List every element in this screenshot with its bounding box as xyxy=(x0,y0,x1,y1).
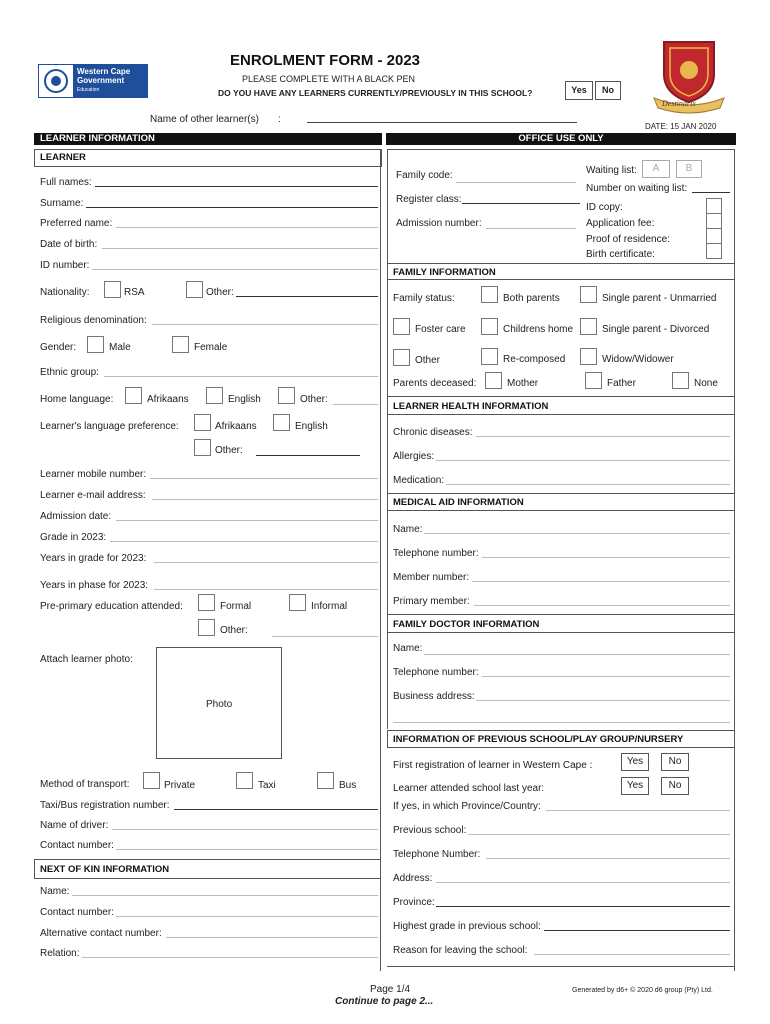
attended-no[interactable]: No xyxy=(661,777,689,795)
doctor-name-field[interactable] xyxy=(424,654,730,655)
photo-placeholder: Photo xyxy=(206,699,233,710)
photo-label: Attach learner photo: xyxy=(40,654,133,665)
preprimary-other-checkbox[interactable] xyxy=(198,619,215,636)
preprimary-label: Pre-primary education attended: xyxy=(40,601,183,612)
pref-other-label: Other: xyxy=(215,445,243,456)
status-other-checkbox[interactable] xyxy=(393,349,410,366)
home-lang-afrikaans-checkbox[interactable] xyxy=(125,387,142,404)
dob-label: Date of birth: xyxy=(40,239,98,250)
other-learners-field[interactable] xyxy=(307,122,577,123)
highest-grade-field[interactable] xyxy=(544,930,730,931)
family-code-label: Family code: xyxy=(396,170,453,181)
doctor-heading-rule xyxy=(387,632,734,633)
home-lang-english-label: English xyxy=(228,394,261,405)
id-copy-checkbox[interactable] xyxy=(706,198,722,214)
other-learners-label: Name of other learner(s) xyxy=(150,114,259,125)
years-grade-label: Years in grade for 2023: xyxy=(40,553,147,564)
photo-box[interactable] xyxy=(156,647,282,759)
medical-name-label: Name: xyxy=(393,524,423,535)
kin-contact-field[interactable] xyxy=(116,916,378,917)
status-single-unmarried-label: Single parent - Unmarried xyxy=(602,293,717,304)
logo-sub: Education xyxy=(77,87,100,93)
surname-label: Surname: xyxy=(40,198,84,209)
residence-label: Proof of residence: xyxy=(586,234,670,245)
transport-taxi-checkbox[interactable] xyxy=(236,772,253,789)
left-column-border xyxy=(380,149,381,971)
driver-label: Name of driver: xyxy=(40,820,109,831)
pref-afrikaans-label: Afrikaans xyxy=(215,421,257,432)
coat-of-arms-icon xyxy=(41,67,71,95)
waiting-number-label: Number on waiting list: xyxy=(586,183,688,194)
previous-telephone-field[interactable] xyxy=(486,858,730,859)
doctor-name-label: Name: xyxy=(393,643,423,654)
waiting-list-b[interactable]: B xyxy=(676,160,702,178)
id-number-field[interactable] xyxy=(92,269,378,270)
home-lang-other-field[interactable] xyxy=(333,404,378,405)
page-number: Page 1/4 xyxy=(370,984,411,995)
health-heading-rule xyxy=(387,414,734,415)
medical-member-field[interactable] xyxy=(472,581,730,582)
family-heading: FAMILY INFORMATION xyxy=(393,267,496,278)
province-country-label: If yes, in which Province/Country: xyxy=(393,801,541,812)
status-childrens-home-checkbox[interactable] xyxy=(481,318,498,335)
reason-field[interactable] xyxy=(534,954,730,955)
waiting-number-field[interactable] xyxy=(692,192,730,193)
app-fee-label: Application fee: xyxy=(586,218,655,229)
family-status-label: Family status: xyxy=(393,293,455,304)
kin-name-field[interactable] xyxy=(72,895,378,896)
gender-female-checkbox[interactable] xyxy=(172,336,189,353)
kin-heading-rule xyxy=(34,878,381,879)
deceased-none-label: None xyxy=(694,378,718,389)
doctor-heading: FAMILY DOCTOR INFORMATION xyxy=(393,619,540,630)
previous-school-label: Previous school: xyxy=(393,825,467,836)
grade-field[interactable] xyxy=(110,541,378,542)
medication-label: Medication: xyxy=(393,475,445,486)
status-childrens-home-label: Childrens home xyxy=(503,324,574,335)
highest-grade-label: Highest grade in previous school: xyxy=(393,921,541,932)
years-grade-field[interactable] xyxy=(154,562,378,563)
deceased-label: Parents deceased: xyxy=(393,378,477,389)
status-both-label: Both parents xyxy=(503,293,560,304)
continue-note: Continue to page 2... xyxy=(335,996,434,1007)
transport-private-label: Private xyxy=(164,780,196,791)
ethnic-group-label: Ethnic group: xyxy=(40,367,99,378)
doctor-address-field-2[interactable] xyxy=(393,722,730,723)
kin-alt-contact-label: Alternative contact number: xyxy=(40,928,162,939)
status-single-divorced-label: Single parent - Divorced xyxy=(602,324,710,335)
kin-left-rule xyxy=(34,859,35,879)
medical-top-rule xyxy=(387,493,734,494)
deceased-none-checkbox[interactable] xyxy=(672,372,689,389)
register-class-label: Register class: xyxy=(396,194,462,205)
first-reg-label: First registration of learner in Western Cape : xyxy=(393,760,593,771)
learner-information-bar: LEARNER INFORMATION xyxy=(34,133,382,145)
preprimary-formal-checkbox[interactable] xyxy=(198,594,215,611)
gender-female-label: Female xyxy=(194,342,228,353)
full-names-label: Full names: xyxy=(40,177,92,188)
driver-field[interactable] xyxy=(112,829,378,830)
home-language-label: Home language: xyxy=(40,394,114,405)
current-learners-yes[interactable]: Yes xyxy=(565,81,593,100)
pref-other-field[interactable] xyxy=(256,455,360,456)
preprimary-other-field[interactable] xyxy=(272,636,378,637)
status-recomposed-checkbox[interactable] xyxy=(481,348,498,365)
dob-field[interactable] xyxy=(102,248,378,249)
family-heading-rule xyxy=(387,279,734,280)
preferred-name-field[interactable] xyxy=(116,227,378,228)
kin-name-label: Name: xyxy=(40,886,70,897)
years-phase-field[interactable] xyxy=(154,589,378,590)
pref-english-checkbox[interactable] xyxy=(273,414,290,431)
first-reg-yes[interactable]: Yes xyxy=(621,753,649,771)
pref-english-label: English xyxy=(295,421,328,432)
pref-other-checkbox[interactable] xyxy=(194,439,211,456)
family-code-field[interactable] xyxy=(456,182,576,183)
medical-telephone-field[interactable] xyxy=(482,557,730,558)
grade-label: Grade in 2023: xyxy=(40,532,107,543)
status-single-divorced-checkbox[interactable] xyxy=(580,318,597,335)
transport-bus-label: Bus xyxy=(339,780,357,791)
doctor-telephone-field[interactable] xyxy=(482,676,730,677)
nationality-other-field[interactable] xyxy=(236,296,378,297)
previous-address-label: Address: xyxy=(393,873,433,884)
form-date: DATE: 15 JAN 2020 xyxy=(645,122,717,131)
other-learners-colon: : xyxy=(278,114,281,125)
email-label: Learner e-mail address: xyxy=(40,490,146,501)
school-crest xyxy=(648,36,730,116)
kin-relation-label: Relation: xyxy=(40,948,80,959)
contact-number-field[interactable] xyxy=(116,849,378,850)
attended-yes[interactable]: Yes xyxy=(621,777,649,795)
reg-number-field[interactable] xyxy=(174,809,378,810)
deceased-mother-checkbox[interactable] xyxy=(485,372,502,389)
medical-member-label: Member number: xyxy=(393,572,470,583)
kin-heading: NEXT OF KIN INFORMATION xyxy=(40,864,170,875)
kin-contact-label: Contact number: xyxy=(40,907,114,918)
admission-number-field[interactable] xyxy=(486,228,576,229)
form-subtitle: PLEASE COMPLETE WITH A BLACK PEN xyxy=(242,74,416,84)
medical-primary-label: Primary member: xyxy=(393,596,470,607)
ethnic-group-field[interactable] xyxy=(104,376,378,377)
surname-field[interactable] xyxy=(86,207,378,208)
generated-note: Generated by d6+ © 2020 d6 group (Pty) Ltd. xyxy=(572,987,713,994)
form-title: ENROLMENT FORM - 2023 xyxy=(230,52,421,69)
province-country-field[interactable] xyxy=(546,810,730,811)
kin-relation-field[interactable] xyxy=(82,957,378,958)
transport-bus-checkbox[interactable] xyxy=(317,772,334,789)
office-top-rule xyxy=(387,149,734,150)
previous-school-field[interactable] xyxy=(468,834,730,835)
chronic-label: Chronic diseases: xyxy=(393,427,473,438)
id-copy-label: ID copy: xyxy=(586,202,623,213)
family-top-rule xyxy=(387,263,734,264)
preprimary-informal-label: Informal xyxy=(311,601,348,612)
preferred-name-label: Preferred name: xyxy=(40,218,113,229)
id-number-label: ID number: xyxy=(40,260,90,271)
home-lang-english-checkbox[interactable] xyxy=(206,387,223,404)
home-lang-other-checkbox[interactable] xyxy=(278,387,295,404)
waiting-list-a[interactable]: A xyxy=(642,160,670,178)
previous-province-label: Province: xyxy=(393,897,435,908)
kin-top-rule xyxy=(34,859,381,860)
pref-afrikaans-checkbox[interactable] xyxy=(194,414,211,431)
nationality-rsa-label: RSA xyxy=(124,287,145,298)
current-learners-question: DO YOU HAVE ANY LEARNERS CURRENTLY/PREVIOUSLY IN THIS SCHOOL? xyxy=(218,88,533,98)
religion-label: Religious denomination: xyxy=(40,315,147,326)
previous-heading-rule xyxy=(387,747,734,748)
status-widow-checkbox[interactable] xyxy=(580,348,597,365)
first-reg-no[interactable]: No xyxy=(661,753,689,771)
status-foster-checkbox[interactable] xyxy=(393,318,410,335)
years-phase-label: Years in phase for 2023: xyxy=(40,580,149,591)
doctor-top-rule xyxy=(387,614,734,615)
chronic-field[interactable] xyxy=(476,436,730,437)
birth-cert-checkbox[interactable] xyxy=(706,243,722,259)
kin-alt-contact-field[interactable] xyxy=(166,937,378,938)
previous-address-field[interactable] xyxy=(436,882,730,883)
email-field[interactable] xyxy=(152,499,378,500)
doctor-telephone-label: Telephone number: xyxy=(393,667,479,678)
home-lang-afrikaans-label: Afrikaans xyxy=(147,394,189,405)
deceased-father-label: Father xyxy=(607,378,636,389)
app-fee-checkbox[interactable] xyxy=(706,213,722,229)
status-foster-label: Foster care xyxy=(415,324,466,335)
medical-heading-rule xyxy=(387,510,734,511)
medical-telephone-label: Telephone number: xyxy=(393,548,479,559)
wcg-logo xyxy=(38,64,148,98)
attended-label: Learner attended school last year: xyxy=(393,783,545,794)
medical-primary-field[interactable] xyxy=(474,605,730,606)
mobile-label: Learner mobile number: xyxy=(40,469,147,480)
waiting-list-label: Waiting list: xyxy=(586,165,637,176)
mobile-field[interactable] xyxy=(150,478,378,479)
status-widow-label: Widow/Widower xyxy=(602,354,674,365)
medical-name-field[interactable] xyxy=(424,533,730,534)
transport-private-checkbox[interactable] xyxy=(143,772,160,789)
allergies-label: Allergies: xyxy=(393,451,435,462)
religion-field[interactable] xyxy=(152,324,378,325)
status-recomposed-label: Re-composed xyxy=(503,354,566,365)
reason-label: Reason for leaving the school: xyxy=(393,945,528,956)
status-other-label: Other xyxy=(415,355,441,366)
logo-text-2: Government xyxy=(77,76,125,85)
deceased-mother-label: Mother xyxy=(507,378,539,389)
reg-number-label: Taxi/Bus registration number: xyxy=(40,800,170,811)
previous-top-rule xyxy=(387,730,734,731)
right-column-left-border xyxy=(387,149,388,729)
preprimary-informal-checkbox[interactable] xyxy=(289,594,306,611)
deceased-father-checkbox[interactable] xyxy=(585,372,602,389)
office-use-bar: OFFICE USE ONLY xyxy=(386,133,736,145)
home-lang-other-label: Other: xyxy=(300,394,328,405)
status-single-unmarried-checkbox[interactable] xyxy=(580,286,597,303)
nationality-other-checkbox[interactable] xyxy=(186,281,203,298)
learner-section-box xyxy=(34,149,382,167)
admission-date-label: Admission date: xyxy=(40,511,112,522)
doctor-address-field[interactable] xyxy=(476,700,730,701)
learner-heading-rule xyxy=(34,166,381,167)
previous-heading: INFORMATION OF PREVIOUS SCHOOL/PLAY GROUP/NURSERY xyxy=(393,734,684,745)
nationality-other-label: Other: xyxy=(206,287,234,298)
admission-number-label: Admission number: xyxy=(396,218,482,229)
previous-province-field[interactable] xyxy=(436,906,730,907)
residence-checkbox[interactable] xyxy=(706,228,722,244)
transport-label: Method of transport: xyxy=(40,779,130,790)
medication-field[interactable] xyxy=(446,484,730,485)
birth-cert-label: Birth certificate: xyxy=(586,249,655,260)
medical-heading: MEDICAL AID INFORMATION xyxy=(393,497,524,508)
gender-label: Gender: xyxy=(40,342,77,353)
preprimary-formal-label: Formal xyxy=(220,601,252,612)
crest-motto: Destinarix xyxy=(662,99,696,108)
nationality-rsa-checkbox[interactable] xyxy=(104,281,121,298)
status-both-checkbox[interactable] xyxy=(481,286,498,303)
preprimary-other-label: Other: xyxy=(220,625,248,636)
nationality-label: Nationality: xyxy=(40,287,90,298)
previous-left-rule xyxy=(387,730,388,747)
learner-heading: LEARNER xyxy=(40,152,86,163)
admission-date-field[interactable] xyxy=(116,520,378,521)
doctor-address-label: Business address: xyxy=(393,691,475,702)
gender-male-label: Male xyxy=(109,342,131,353)
bottom-rule xyxy=(387,966,734,967)
current-learners-no[interactable]: No xyxy=(595,81,621,100)
contact-number-label: Contact number: xyxy=(40,840,114,851)
logo-text-1: Western Cape xyxy=(77,67,131,76)
right-column-right-border xyxy=(734,149,735,971)
language-pref-label: Learner's language preference: xyxy=(40,421,179,432)
health-top-rule xyxy=(387,396,734,397)
gender-male-checkbox[interactable] xyxy=(87,336,104,353)
health-heading: LEARNER HEALTH INFORMATION xyxy=(393,401,549,412)
full-names-field[interactable] xyxy=(95,186,378,187)
allergies-field[interactable] xyxy=(436,460,730,461)
register-class-field[interactable] xyxy=(462,203,580,204)
transport-taxi-label: Taxi xyxy=(258,780,276,791)
previous-telephone-label: Telephone Number: xyxy=(393,849,481,860)
